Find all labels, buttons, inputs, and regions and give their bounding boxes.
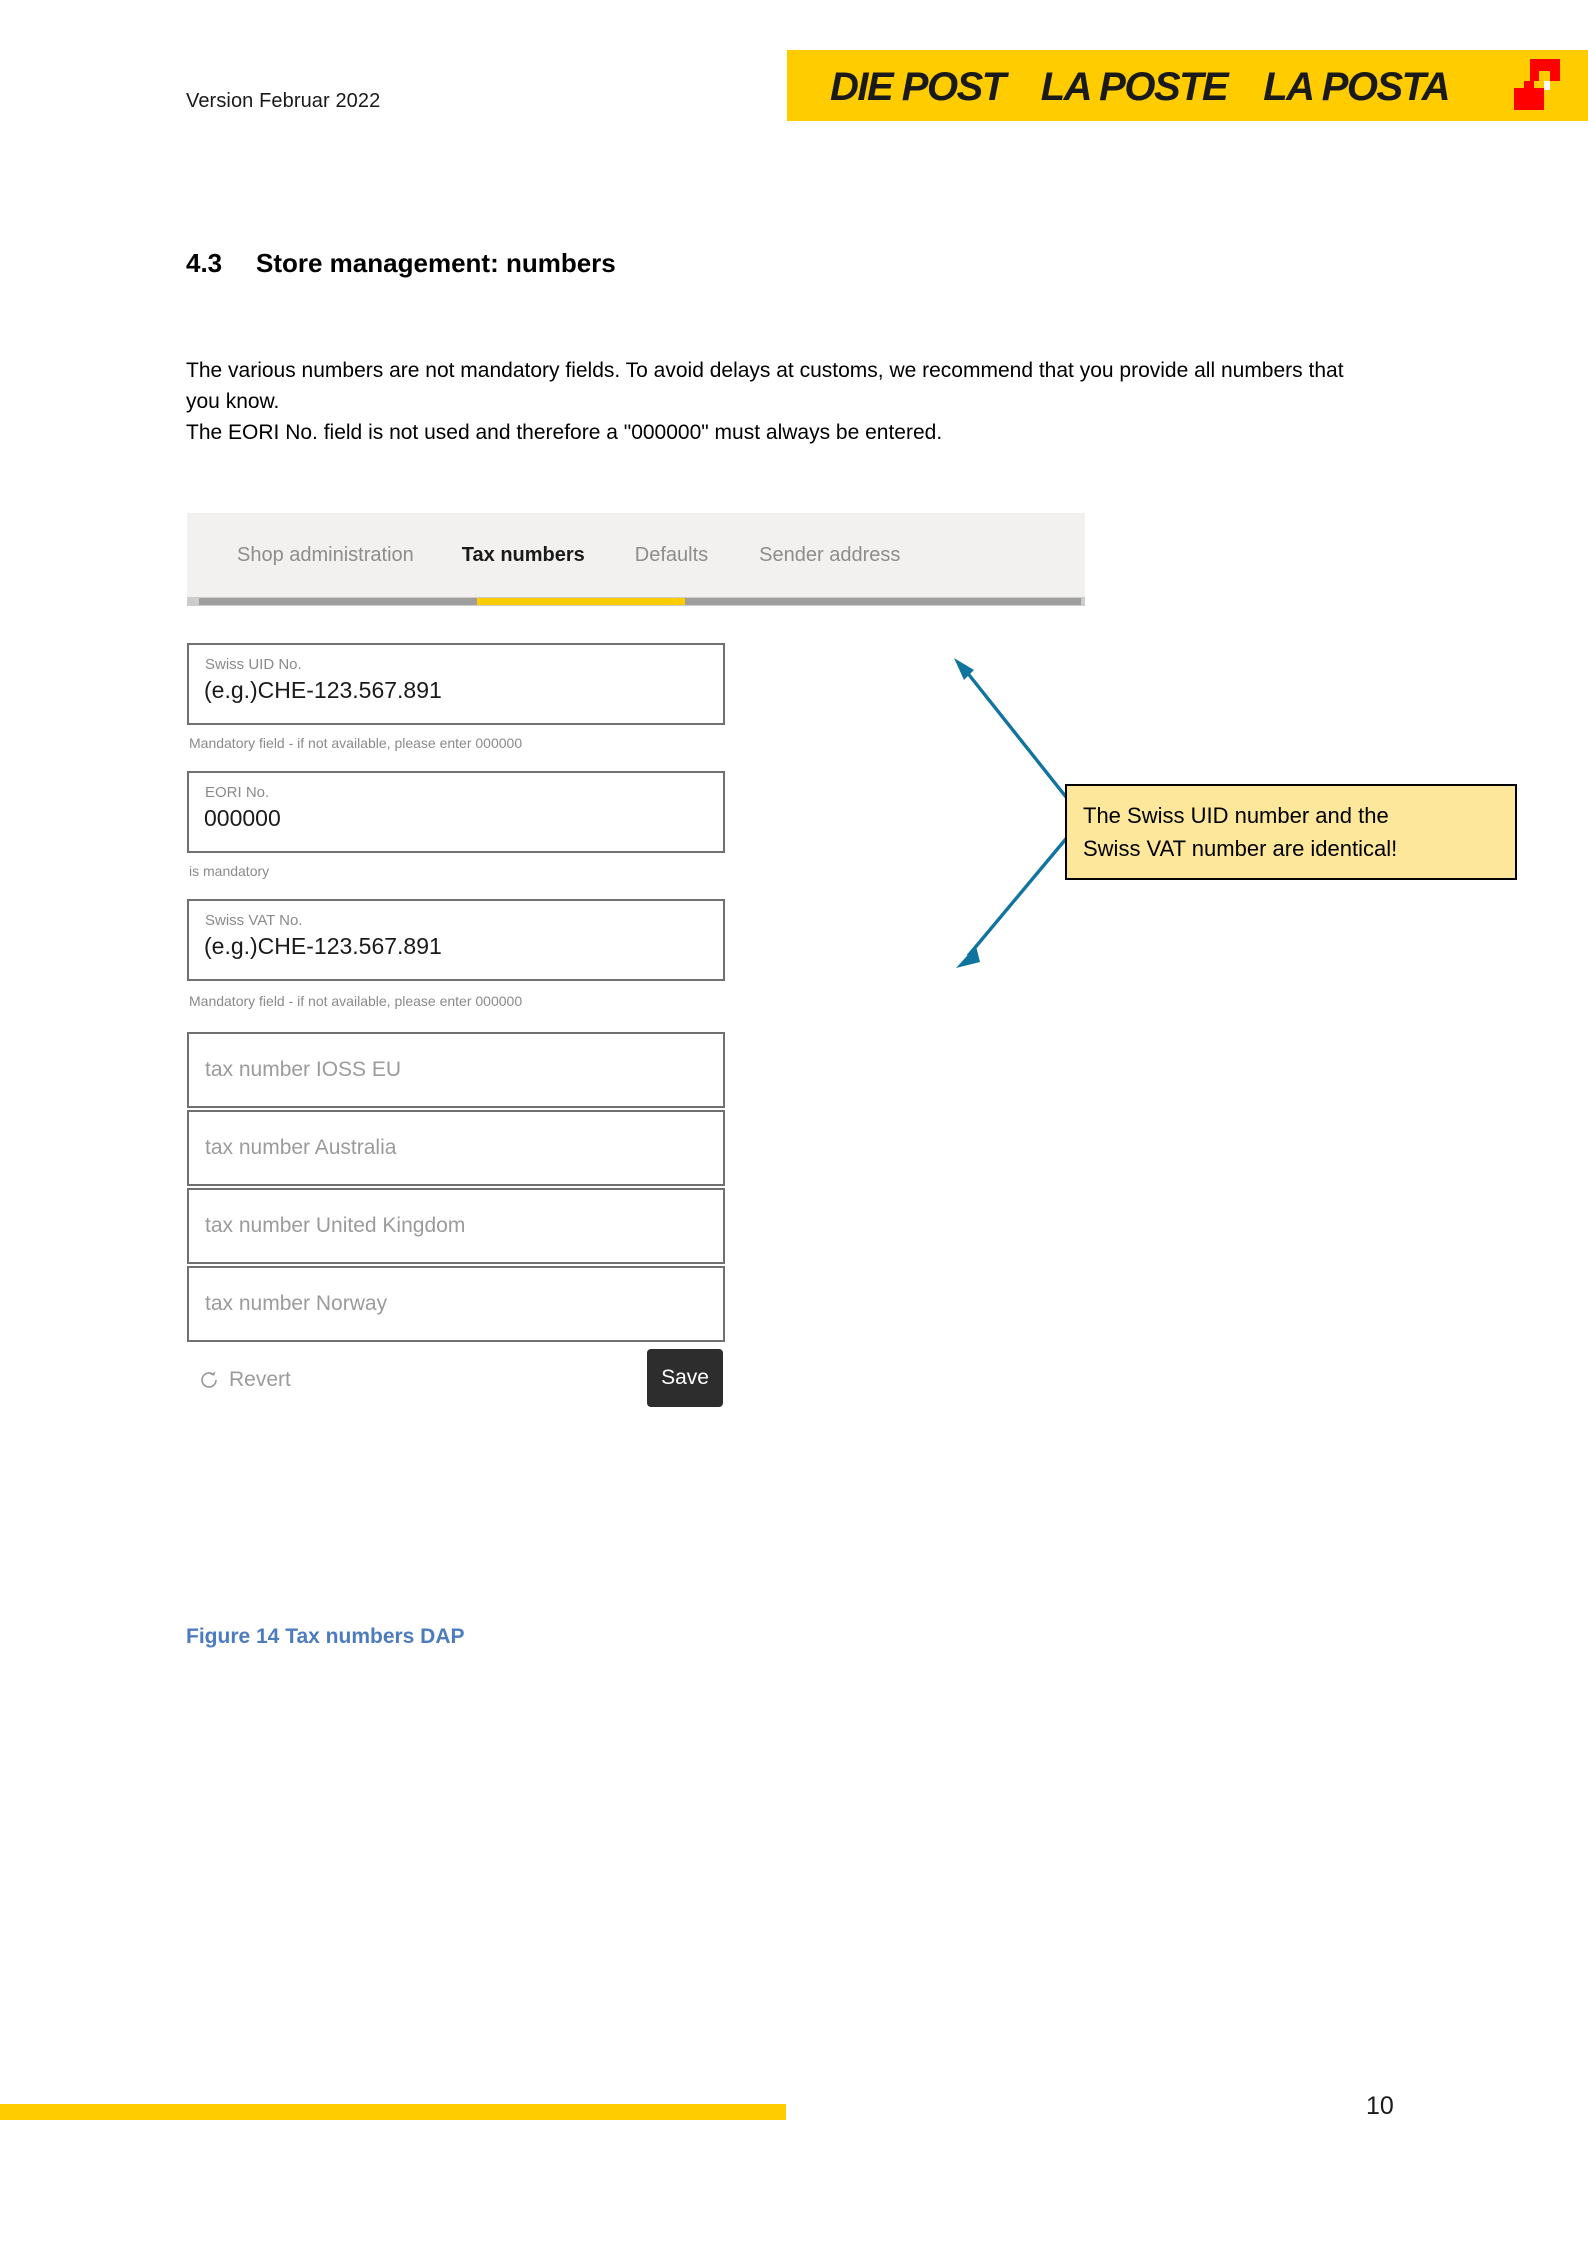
tab-list <box>187 513 900 597</box>
tab-tax-numbers[interactable]: Tax numbers <box>461 543 585 566</box>
figure-caption: Figure 14 Tax numbers DAP <box>186 1625 465 1648</box>
paragraph-line-1: The various numbers are not mandatory fields. To avoid delays at customs, we recommend that you provide all numbers that you know. <box>186 359 1344 413</box>
eori-no-hint: is mandatory <box>189 863 270 879</box>
annotation-line-2: Swiss VAT number are identical! <box>1083 836 1398 861</box>
refresh-icon <box>199 1370 219 1390</box>
logo-word-it: LA POSTA <box>1263 65 1450 109</box>
section-number: 4.3 <box>186 248 223 278</box>
version-text: Version Februar 2022 <box>186 90 381 112</box>
tax-number-australia-placeholder: tax number Australia <box>205 1136 397 1159</box>
tab-defaults[interactable]: Defaults <box>634 543 709 566</box>
eori-no-label: EORI No. <box>205 784 270 801</box>
save-button[interactable] <box>647 1349 723 1407</box>
eori-no-field[interactable] <box>187 771 725 853</box>
logo-wordmarks <box>830 67 1449 107</box>
footer-accent-bar <box>0 2104 786 2120</box>
tax-number-united-kingdom-field[interactable] <box>187 1188 725 1264</box>
tab-underline-inactive-left <box>199 598 477 605</box>
swiss-vat-no-value: (e.g.)CHE-123.567.891 <box>204 933 442 959</box>
tab-underline-active <box>477 598 685 605</box>
swiss-uid-no-label: Swiss UID No. <box>205 656 302 673</box>
swiss-uid-no-hint: Mandatory field - if not available, please enter 000000 <box>189 735 523 751</box>
annotation-callout-box <box>1065 784 1517 880</box>
eori-no-value: 000000 <box>204 805 281 831</box>
swiss-uid-no-value: (e.g.)CHE-123.567.891 <box>204 677 442 703</box>
save-label: Save <box>661 1366 709 1389</box>
tax-number-ioss-eu-placeholder: tax number IOSS EU <box>205 1058 402 1081</box>
logo-word-de: DIE POST <box>830 65 1005 109</box>
swiss-vat-no-field[interactable] <box>187 899 725 981</box>
tax-number-united-kingdom-placeholder: tax number United Kingdom <box>205 1214 466 1237</box>
revert-button[interactable] <box>199 1368 291 1392</box>
intro-paragraph <box>186 355 1376 448</box>
swiss-post-logo <box>787 50 1588 121</box>
tax-number-norway-placeholder: tax number Norway <box>205 1292 388 1315</box>
tab-underline-inactive-right <box>685 598 1081 605</box>
swiss-post-cross-icon <box>1508 57 1566 114</box>
tab-sender-address[interactable]: Sender address <box>759 543 901 566</box>
section-title: Store management: numbers <box>256 248 616 278</box>
tab-underline <box>187 597 1085 606</box>
tab-bar <box>187 513 1085 597</box>
annotation-line-1: The Swiss UID number and the <box>1083 803 1389 828</box>
annotation-callout-text <box>1083 799 1503 865</box>
tax-numbers-screenshot <box>187 513 1087 1603</box>
tax-number-ioss-eu-field[interactable] <box>187 1032 725 1108</box>
page-number: 10 <box>1366 2092 1394 2120</box>
tab-shop-administration[interactable]: Shop administration <box>237 543 414 566</box>
paragraph-line-2: The EORI No. field is not used and therefore a "000000" must always be entered. <box>186 421 943 444</box>
revert-label: Revert <box>229 1368 291 1391</box>
tax-number-norway-field[interactable] <box>187 1266 725 1342</box>
swiss-uid-no-field[interactable] <box>187 643 725 725</box>
section-heading <box>186 248 616 279</box>
swiss-vat-no-hint: Mandatory field - if not available, please enter 000000 <box>189 993 523 1009</box>
logo-word-fr: LA POSTE <box>1040 65 1228 109</box>
tax-number-australia-field[interactable] <box>187 1110 725 1186</box>
swiss-vat-no-label: Swiss VAT No. <box>205 912 303 929</box>
